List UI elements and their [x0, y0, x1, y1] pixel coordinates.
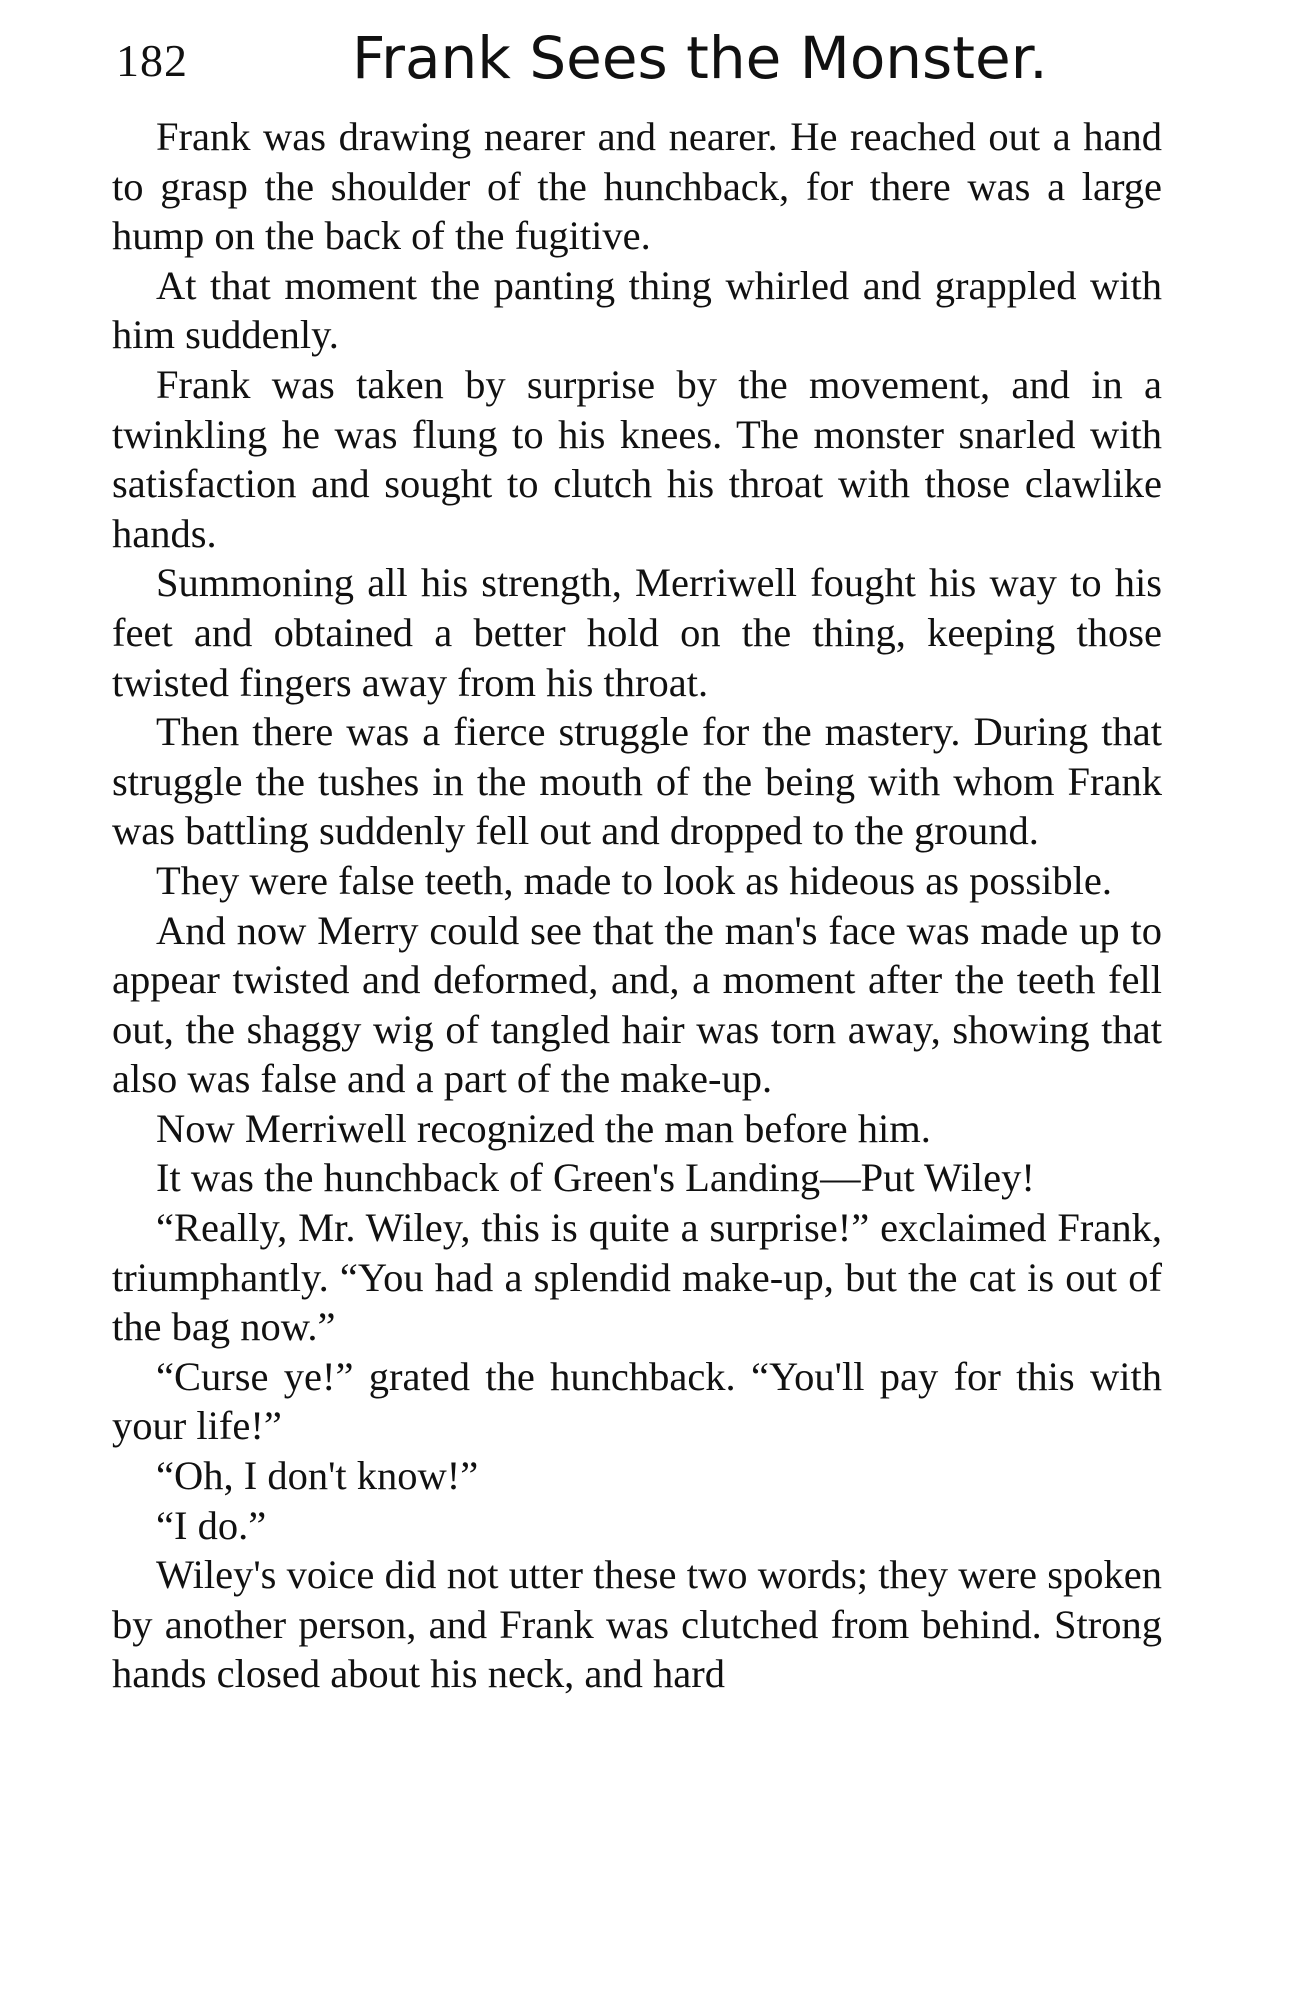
- paragraph: Frank was drawing nearer and nearer. He reached out a hand to grasp the shoulder of the hunchback, for there was a large hump on the back of the fugitive.: [112, 114, 1162, 259]
- paragraph: “Really, Mr. Wiley, this is quite a surprise!” exclaimed Frank, triumphantly. “You had a splendid make-up, but the cat is out of the bag now.”: [112, 1205, 1162, 1350]
- paragraph: At that moment the panting thing whirled and grappled with him suddenly.: [112, 262, 1162, 358]
- paragraph: Wiley's voice did not utter these two words; they were spoken by another person, and Frank was clutched from behind. Strong hands closed about his neck, and hard: [112, 1552, 1162, 1697]
- paragraph: “Curse ye!” grated the hunchback. “You'll pay for this with your life!”: [112, 1353, 1162, 1449]
- running-header: [112, 18, 1162, 98]
- page-number: 182: [116, 35, 188, 86]
- paragraph: They were false teeth, made to look as hideous as possible.: [156, 857, 1112, 903]
- paragraph: Now Merriwell recognized the man before him.: [156, 1105, 931, 1151]
- paragraph: “Oh, I don't know!”: [156, 1453, 479, 1499]
- paragraph: Then there was a fierce struggle for the mastery. During that struggle the tushes in the mouth of the being with whom Frank was battling suddenly fell out and dropped to the ground.: [112, 709, 1162, 854]
- paragraph: Summoning all his strength, Merriwell fought his way to his feet and obtained a better hold on the thing, keeping those twisted fingers away from his throat.: [112, 560, 1162, 705]
- paragraph: Frank was taken by surprise by the movement, and in a twinkling he was flung to his knees. The monster snarled with satisfaction and sought to clutch his throat with those clawlike hands.: [112, 361, 1162, 556]
- paragraph: And now Merry could see that the man's face was made up to appear twisted and deformed, and, a moment after the teeth fell out, the shaggy wig of tangled hair was torn away, showing that also was false and a part of the make-up.: [112, 907, 1162, 1102]
- paragraph: It was the hunchback of Green's Landing—Put Wiley!: [156, 1155, 1035, 1201]
- chapter-running-title: Frank Sees the Monster.: [352, 24, 1048, 92]
- paragraph: “I do.”: [156, 1502, 267, 1548]
- body-text: [112, 112, 1162, 1699]
